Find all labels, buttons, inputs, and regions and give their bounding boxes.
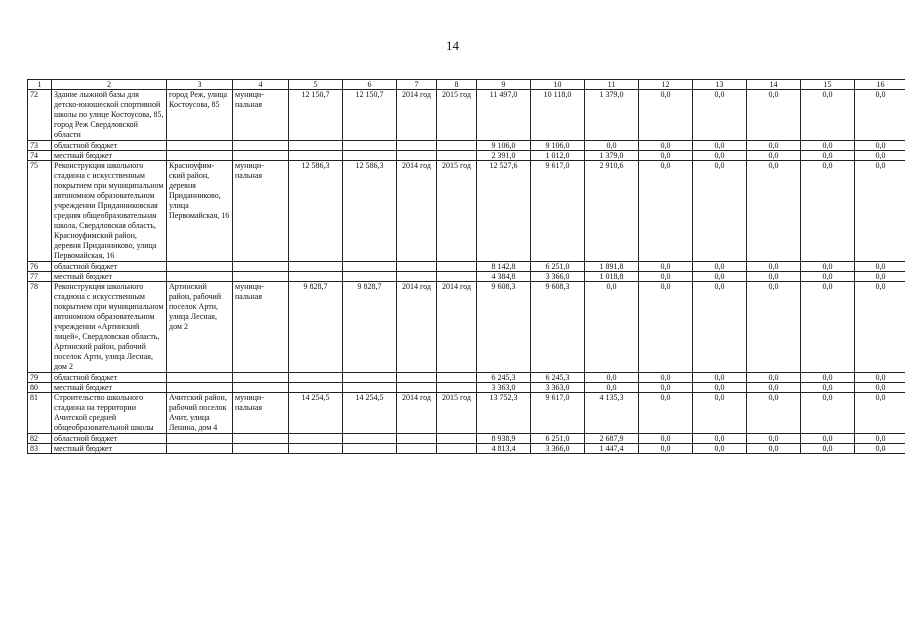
total-financing: 8 142,8 bbox=[477, 262, 531, 272]
object-address bbox=[167, 434, 233, 444]
financing-col-14: 0,0 bbox=[747, 444, 801, 454]
object-name: областной бюджет bbox=[52, 141, 167, 151]
object-name: Здание лыжной базы для детско-юношеской спортивной школы по улице Костоусова, 85, город Реж Свердловской области bbox=[52, 90, 167, 141]
estimated-cost bbox=[289, 151, 343, 161]
financing-col-13: 0,0 bbox=[693, 383, 747, 393]
cost-limit bbox=[343, 141, 397, 151]
end-year bbox=[437, 373, 477, 383]
financing-col-10: 10 118,0 bbox=[531, 90, 585, 141]
financing-col-14: 0,0 bbox=[747, 383, 801, 393]
financing-col-15: 0,0 bbox=[801, 282, 855, 373]
total-financing: 9 608,3 bbox=[477, 282, 531, 373]
cost-limit bbox=[343, 373, 397, 383]
row-number: 76 bbox=[28, 262, 52, 272]
object-address bbox=[167, 383, 233, 393]
start-year bbox=[397, 383, 437, 393]
object-name: местный бюджет bbox=[52, 444, 167, 454]
object-address: город Реж, улица Костоусова, 85 bbox=[167, 90, 233, 141]
financing-col-12: 0,0 bbox=[639, 151, 693, 161]
table-row bbox=[28, 90, 905, 141]
estimated-cost bbox=[289, 444, 343, 454]
financing-col-14: 0,0 bbox=[747, 373, 801, 383]
column-number-row bbox=[28, 80, 905, 90]
total-financing: 3 363,0 bbox=[477, 383, 531, 393]
end-year bbox=[437, 141, 477, 151]
financing-col-14: 0,0 bbox=[747, 434, 801, 444]
financing-col-14: 0,0 bbox=[747, 90, 801, 141]
financing-col-13: 0,0 bbox=[693, 161, 747, 262]
financing-col-11: 1 891,8 bbox=[585, 262, 639, 272]
financing-col-12: 0,0 bbox=[639, 434, 693, 444]
financing-col-12: 0,0 bbox=[639, 373, 693, 383]
object-address: Ачитский район, рабочий поселок Ачит, улица Ленина, дом 4 bbox=[167, 393, 233, 434]
ownership-type bbox=[233, 373, 289, 383]
column-header: 4 bbox=[233, 80, 289, 90]
cost-limit: 9 828,7 bbox=[343, 282, 397, 373]
estimated-cost bbox=[289, 262, 343, 272]
financing-col-16: 0,0 bbox=[855, 141, 905, 151]
object-name: областной бюджет bbox=[52, 373, 167, 383]
cost-limit: 14 254,5 bbox=[343, 393, 397, 434]
table-row bbox=[28, 282, 905, 373]
financing-col-13: 0,0 bbox=[693, 373, 747, 383]
ownership-type bbox=[233, 262, 289, 272]
financing-col-12: 0,0 bbox=[639, 262, 693, 272]
cost-limit bbox=[343, 151, 397, 161]
financing-col-13: 0,0 bbox=[693, 434, 747, 444]
financing-col-16: 0,0 bbox=[855, 161, 905, 262]
column-header: 16 bbox=[855, 80, 905, 90]
table-row bbox=[28, 272, 905, 282]
start-year: 2014 год bbox=[397, 161, 437, 262]
financing-col-15: 0,0 bbox=[801, 373, 855, 383]
financing-col-14: 0,0 bbox=[747, 393, 801, 434]
object-address: Артинский район, рабочий поселок Арти, улица Лесная, дом 2 bbox=[167, 282, 233, 373]
financing-col-10: 3 366,0 bbox=[531, 272, 585, 282]
column-header: 2 bbox=[52, 80, 167, 90]
cost-limit bbox=[343, 383, 397, 393]
financing-col-13: 0,0 bbox=[693, 151, 747, 161]
total-financing: 2 391,0 bbox=[477, 151, 531, 161]
object-address bbox=[167, 141, 233, 151]
estimated-cost: 12 150,7 bbox=[289, 90, 343, 141]
financing-col-13: 0,0 bbox=[693, 90, 747, 141]
start-year: 2014 год bbox=[397, 393, 437, 434]
column-header: 1 bbox=[28, 80, 52, 90]
financing-col-12: 0,0 bbox=[639, 90, 693, 141]
financing-col-11: 1 447,4 bbox=[585, 444, 639, 454]
end-year bbox=[437, 444, 477, 454]
estimated-cost bbox=[289, 141, 343, 151]
table-row bbox=[28, 444, 905, 454]
estimated-cost: 9 828,7 bbox=[289, 282, 343, 373]
start-year bbox=[397, 434, 437, 444]
start-year bbox=[397, 272, 437, 282]
row-number: 81 bbox=[28, 393, 52, 434]
financing-col-12: 0,0 bbox=[639, 383, 693, 393]
total-financing: 4 384,8 bbox=[477, 272, 531, 282]
estimated-cost bbox=[289, 434, 343, 444]
ownership-type: муници-пальная bbox=[233, 282, 289, 373]
estimated-cost bbox=[289, 272, 343, 282]
total-financing: 8 938,9 bbox=[477, 434, 531, 444]
financing-col-10: 9 617,0 bbox=[531, 161, 585, 262]
financing-col-15: 0,0 bbox=[801, 272, 855, 282]
financing-col-11: 1 379,0 bbox=[585, 90, 639, 141]
column-header: 5 bbox=[289, 80, 343, 90]
estimated-cost bbox=[289, 373, 343, 383]
table-row bbox=[28, 383, 905, 393]
object-name: Реконструкция школьного стадиона с искусственным покрытием при муниципальном автономном образовательном учреждении Приданниковская средняя общеобразовательная школа, Свердловская область, Красноуфимский район, деревня Приданниково, улица Первомайская, 16 bbox=[52, 161, 167, 262]
column-header: 7 bbox=[397, 80, 437, 90]
end-year: 2015 год bbox=[437, 393, 477, 434]
financing-col-16: 0,0 bbox=[855, 434, 905, 444]
financing-col-13: 0,0 bbox=[693, 393, 747, 434]
financing-col-16: 0,0 bbox=[855, 262, 905, 272]
financing-col-14: 0,0 bbox=[747, 272, 801, 282]
financing-col-10: 6 245,3 bbox=[531, 373, 585, 383]
cost-limit bbox=[343, 434, 397, 444]
row-number: 72 bbox=[28, 90, 52, 141]
page-number: 14 bbox=[446, 38, 459, 53]
row-number: 79 bbox=[28, 373, 52, 383]
row-number: 83 bbox=[28, 444, 52, 454]
table-row bbox=[28, 151, 905, 161]
total-financing: 12 527,6 bbox=[477, 161, 531, 262]
financing-col-12: 0,0 bbox=[639, 161, 693, 262]
table-row bbox=[28, 141, 905, 151]
financing-col-13: 0,0 bbox=[693, 444, 747, 454]
start-year bbox=[397, 373, 437, 383]
total-financing: 6 245,3 bbox=[477, 373, 531, 383]
end-year bbox=[437, 272, 477, 282]
total-financing: 4 813,4 bbox=[477, 444, 531, 454]
row-number: 73 bbox=[28, 141, 52, 151]
column-header: 13 bbox=[693, 80, 747, 90]
financing-col-15: 0,0 bbox=[801, 262, 855, 272]
financing-col-10: 1 012,0 bbox=[531, 151, 585, 161]
financing-col-11: 1 379,0 bbox=[585, 151, 639, 161]
financing-col-13: 0,0 bbox=[693, 272, 747, 282]
financing-col-11: 0,0 bbox=[585, 282, 639, 373]
financing-col-15: 0,0 bbox=[801, 444, 855, 454]
ownership-type: муници-пальная bbox=[233, 393, 289, 434]
start-year bbox=[397, 151, 437, 161]
table-row bbox=[28, 393, 905, 434]
financing-col-13: 0,0 bbox=[693, 282, 747, 373]
financing-col-16: 0,0 bbox=[855, 383, 905, 393]
object-name: областной бюджет bbox=[52, 434, 167, 444]
cost-limit: 12 586,3 bbox=[343, 161, 397, 262]
object-address bbox=[167, 373, 233, 383]
column-header: 3 bbox=[167, 80, 233, 90]
ownership-type bbox=[233, 383, 289, 393]
financing-col-13: 0,0 bbox=[693, 141, 747, 151]
financing-col-14: 0,0 bbox=[747, 141, 801, 151]
financing-col-11: 2 687,9 bbox=[585, 434, 639, 444]
table-row bbox=[28, 373, 905, 383]
financing-col-10: 9 106,0 bbox=[531, 141, 585, 151]
object-name: местный бюджет bbox=[52, 383, 167, 393]
column-header: 12 bbox=[639, 80, 693, 90]
financing-col-10: 3 363,0 bbox=[531, 383, 585, 393]
ownership-type bbox=[233, 444, 289, 454]
object-address bbox=[167, 272, 233, 282]
end-year: 2015 год bbox=[437, 161, 477, 262]
row-number: 80 bbox=[28, 383, 52, 393]
object-address: Красноуфим-ский район, деревня Приданниково, улица Первомайская, 16 bbox=[167, 161, 233, 262]
financing-col-11: 1 018,8 bbox=[585, 272, 639, 282]
total-financing: 13 752,3 bbox=[477, 393, 531, 434]
financing-col-16: 0,0 bbox=[855, 272, 905, 282]
financing-col-16: 0,0 bbox=[855, 151, 905, 161]
estimated-cost: 14 254,5 bbox=[289, 393, 343, 434]
start-year: 2014 год bbox=[397, 90, 437, 141]
cost-limit bbox=[343, 444, 397, 454]
start-year: 2014 год bbox=[397, 282, 437, 373]
financing-col-15: 0,0 bbox=[801, 161, 855, 262]
column-header: 9 bbox=[477, 80, 531, 90]
financing-col-12: 0,0 bbox=[639, 393, 693, 434]
financing-col-14: 0,0 bbox=[747, 151, 801, 161]
financing-col-15: 0,0 bbox=[801, 383, 855, 393]
financing-col-15: 0,0 bbox=[801, 141, 855, 151]
row-number: 77 bbox=[28, 272, 52, 282]
cost-limit: 12 150,7 bbox=[343, 90, 397, 141]
end-year: 2014 год bbox=[437, 282, 477, 373]
financing-col-12: 0,0 bbox=[639, 282, 693, 373]
object-name: Реконструкция школьного стадиона с искусственным покрытием при муниципальном автономном образовательном учреждении «Артинский лицей», Свердловская область, Артинский район, рабочий поселок Арти, улица Лесная, дом 2 bbox=[52, 282, 167, 373]
estimated-cost bbox=[289, 383, 343, 393]
row-number: 74 bbox=[28, 151, 52, 161]
financing-col-12: 0,0 bbox=[639, 272, 693, 282]
row-number: 78 bbox=[28, 282, 52, 373]
financing-col-15: 0,0 bbox=[801, 90, 855, 141]
column-header: 11 bbox=[585, 80, 639, 90]
table-body bbox=[28, 80, 905, 454]
object-name: местный бюджет bbox=[52, 151, 167, 161]
financing-col-16: 0,0 bbox=[855, 90, 905, 141]
object-name: Строительство школьного стадиона на территории Ачитской средней общеобразовательной школы bbox=[52, 393, 167, 434]
column-header: 6 bbox=[343, 80, 397, 90]
cost-limit bbox=[343, 272, 397, 282]
financing-col-16: 0,0 bbox=[855, 373, 905, 383]
financing-col-11: 4 135,3 bbox=[585, 393, 639, 434]
financing-col-14: 0,0 bbox=[747, 262, 801, 272]
end-year bbox=[437, 262, 477, 272]
end-year bbox=[437, 434, 477, 444]
financing-col-14: 0,0 bbox=[747, 282, 801, 373]
financing-col-10: 9 608,3 bbox=[531, 282, 585, 373]
financing-col-10: 6 251,0 bbox=[531, 262, 585, 272]
financing-col-15: 0,0 bbox=[801, 434, 855, 444]
financing-col-12: 0,0 bbox=[639, 444, 693, 454]
start-year bbox=[397, 262, 437, 272]
table-row bbox=[28, 161, 905, 262]
end-year: 2015 год bbox=[437, 90, 477, 141]
financing-col-11: 0,0 bbox=[585, 373, 639, 383]
column-header: 8 bbox=[437, 80, 477, 90]
financing-col-16: 0,0 bbox=[855, 282, 905, 373]
financing-col-11: 0,0 bbox=[585, 383, 639, 393]
financing-col-11: 0,0 bbox=[585, 141, 639, 151]
table-row bbox=[28, 262, 905, 272]
column-header: 10 bbox=[531, 80, 585, 90]
ownership-type bbox=[233, 434, 289, 444]
financing-col-13: 0,0 bbox=[693, 262, 747, 272]
column-header: 14 bbox=[747, 80, 801, 90]
financing-col-10: 6 251,0 bbox=[531, 434, 585, 444]
object-name: местный бюджет bbox=[52, 272, 167, 282]
financing-col-16: 0,0 bbox=[855, 444, 905, 454]
budget-table bbox=[27, 79, 905, 454]
financing-col-15: 0,0 bbox=[801, 151, 855, 161]
total-financing: 9 106,0 bbox=[477, 141, 531, 151]
financing-col-11: 2 910,6 bbox=[585, 161, 639, 262]
financing-col-10: 9 617,0 bbox=[531, 393, 585, 434]
end-year bbox=[437, 383, 477, 393]
start-year bbox=[397, 141, 437, 151]
estimated-cost: 12 586,3 bbox=[289, 161, 343, 262]
row-number: 75 bbox=[28, 161, 52, 262]
cost-limit bbox=[343, 262, 397, 272]
end-year bbox=[437, 151, 477, 161]
financing-col-14: 0,0 bbox=[747, 161, 801, 262]
financing-col-12: 0,0 bbox=[639, 141, 693, 151]
financing-col-15: 0,0 bbox=[801, 393, 855, 434]
ownership-type bbox=[233, 151, 289, 161]
column-header: 15 bbox=[801, 80, 855, 90]
object-address bbox=[167, 444, 233, 454]
ownership-type: муници-пальная bbox=[233, 161, 289, 262]
financing-col-10: 3 366,0 bbox=[531, 444, 585, 454]
ownership-type: муници-пальная bbox=[233, 90, 289, 141]
ownership-type bbox=[233, 141, 289, 151]
ownership-type bbox=[233, 272, 289, 282]
total-financing: 11 497,0 bbox=[477, 90, 531, 141]
object-name: областной бюджет bbox=[52, 262, 167, 272]
financing-col-16: 0,0 bbox=[855, 393, 905, 434]
object-address bbox=[167, 151, 233, 161]
table-row bbox=[28, 434, 905, 444]
start-year bbox=[397, 444, 437, 454]
row-number: 82 bbox=[28, 434, 52, 444]
object-address bbox=[167, 262, 233, 272]
